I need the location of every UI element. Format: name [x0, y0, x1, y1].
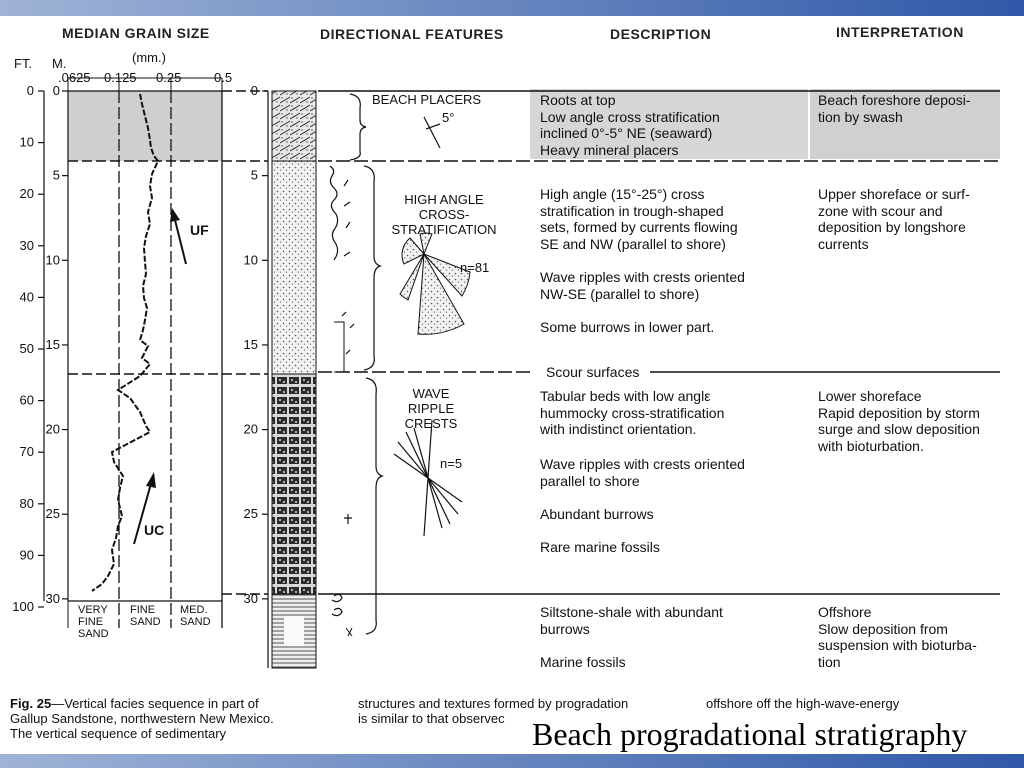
class-med: MED. SAND	[180, 604, 211, 628]
rose-diagram-high-angle	[400, 233, 470, 334]
desc-unit2a: High angle (15°-25°) cross stratification in trough-shaped sets, formed by currents flowing SE and NW (parallel to shore)	[540, 186, 738, 252]
grain-unit-label: (mm.)	[132, 50, 166, 65]
interp-unit1: Beach foreshore deposi- tion by swash	[818, 92, 971, 125]
desc-unit3b: Wave ripples with crests oriented parallel to shore	[540, 456, 745, 489]
header-grain-size: MEDIAN GRAIN SIZE	[62, 25, 210, 41]
column-tick-10-label: 10	[243, 252, 258, 268]
desc-unit4a: Siltstone-shale with abundant burrows	[540, 604, 723, 637]
ft-tick-90-label: 90	[19, 547, 34, 563]
ft-label: FT.	[14, 56, 33, 71]
header-directional: DIRECTIONAL FEATURES	[320, 26, 504, 42]
interp-unit4: Offshore Slow deposition from suspension with bioturba- tion	[818, 604, 977, 670]
column-unit1	[272, 91, 316, 161]
column-tick-5-label: 5	[250, 167, 258, 183]
desc-unit3a: Tabular beds with low anglε hummocky cross-stratification with indistinct orientation.	[540, 388, 725, 437]
interp-unit3: Lower shoreface Rapid deposition by storm surge and slow deposition with bioturbation.	[818, 388, 980, 454]
beach-angle-label: 5°	[442, 110, 455, 125]
desc-unit2b: Wave ripples with crests oriented NW-SE (parallel to shore)	[540, 269, 745, 302]
m-tick-0-label: 0	[52, 83, 60, 98]
m-label: M.	[52, 56, 67, 71]
ft-tick-50-label: 50	[19, 341, 34, 356]
ft-tick-70-label: 70	[19, 444, 34, 460]
column-tick-15-label: 15	[243, 336, 258, 352]
grain-shade-unit1	[68, 91, 222, 161]
ft-tick-80-label: 80	[19, 495, 34, 511]
high-angle-label: HIGH ANGLE CROSS- STRATIFICATION	[391, 192, 497, 237]
interp-unit2: Upper shoreface or surf- zone with scour and deposition by longshore currents	[818, 186, 970, 252]
ft-tick-100-label: 100	[12, 599, 34, 614]
header-description: DESCRIPTION	[610, 26, 712, 42]
wave-ripple-label: WAVE RIPPLE CRESTS	[404, 386, 458, 431]
column-tick-25-label: 25	[243, 506, 258, 522]
ft-tick-0-label: 0	[26, 83, 34, 98]
desc-unit2c: Some burrows in lower part.	[540, 319, 715, 335]
m-tick-5-label: 5	[52, 167, 60, 183]
arrow-uc-label: UC	[144, 522, 165, 538]
m-tick-30-label: 30	[45, 590, 60, 606]
wave-ripple-crest-lines	[394, 420, 462, 536]
caption-left: Fig. 25—Vertical facies sequence in part of Gallup Sandstone, northwestern New Mexico. The vertical sequence of sedimentary	[10, 696, 274, 741]
beach-placers-label: BEACH PLACERS	[372, 92, 482, 107]
grain-tick-05: 0.5	[214, 70, 233, 85]
desc-unit1: Roots at top Low angle cross stratification inclined 0°-5° NE (seaward) Heavy mineral placers	[540, 92, 720, 158]
wave-ripple-n: n=5	[440, 456, 463, 471]
grain-tick-025: 0.25	[156, 70, 182, 85]
desc-unit4b: Marine fossils	[540, 654, 626, 670]
ft-tick-30-label: 30	[19, 237, 34, 253]
high-angle-n: n=81	[460, 260, 490, 275]
desc-unit3d: Rare marine fossils	[540, 539, 660, 555]
ft-tick-60-label: 60	[19, 392, 34, 408]
class-very-fine: VERY FINE SAND	[78, 604, 109, 640]
column-tick-20-label: 20	[243, 421, 258, 437]
caption-middle: structures and textures formed by progradation is similar to that observec	[358, 696, 629, 726]
ft-tick-10-label: 10	[19, 134, 34, 150]
ft-tick-40-label: 40	[19, 289, 34, 305]
figure	[0, 16, 1024, 754]
slide-title: Beach progradational stratigraphy	[532, 716, 968, 752]
arrow-uf-label: UF	[190, 222, 209, 238]
slide-bottom-bar	[0, 754, 1024, 768]
header-interpretation: INTERPRETATION	[836, 24, 964, 40]
m-tick-15-label: 15	[45, 336, 60, 352]
caption-right: offshore off the high-wave-energy	[706, 696, 900, 711]
m-tick-25-label: 25	[45, 506, 60, 522]
column-unit2	[272, 161, 316, 374]
column-unit3	[272, 374, 316, 594]
desc-unit3c: Abundant burrows	[540, 506, 654, 522]
grain-tick-0125: 0.125	[104, 70, 137, 85]
ft-tick-20-label: 20	[19, 186, 34, 202]
m-tick-10-label: 10	[45, 252, 60, 268]
column-tick-0-label: 0	[250, 83, 258, 98]
slide-top-bar	[0, 0, 1024, 16]
desc-scour: Scour surfaces	[542, 364, 643, 381]
grain-tick-0625: .0625	[58, 70, 91, 85]
column-tick-30-label: 30	[243, 590, 258, 606]
class-fine: FINE SAND	[130, 604, 161, 628]
m-tick-20-label: 20	[45, 421, 60, 437]
